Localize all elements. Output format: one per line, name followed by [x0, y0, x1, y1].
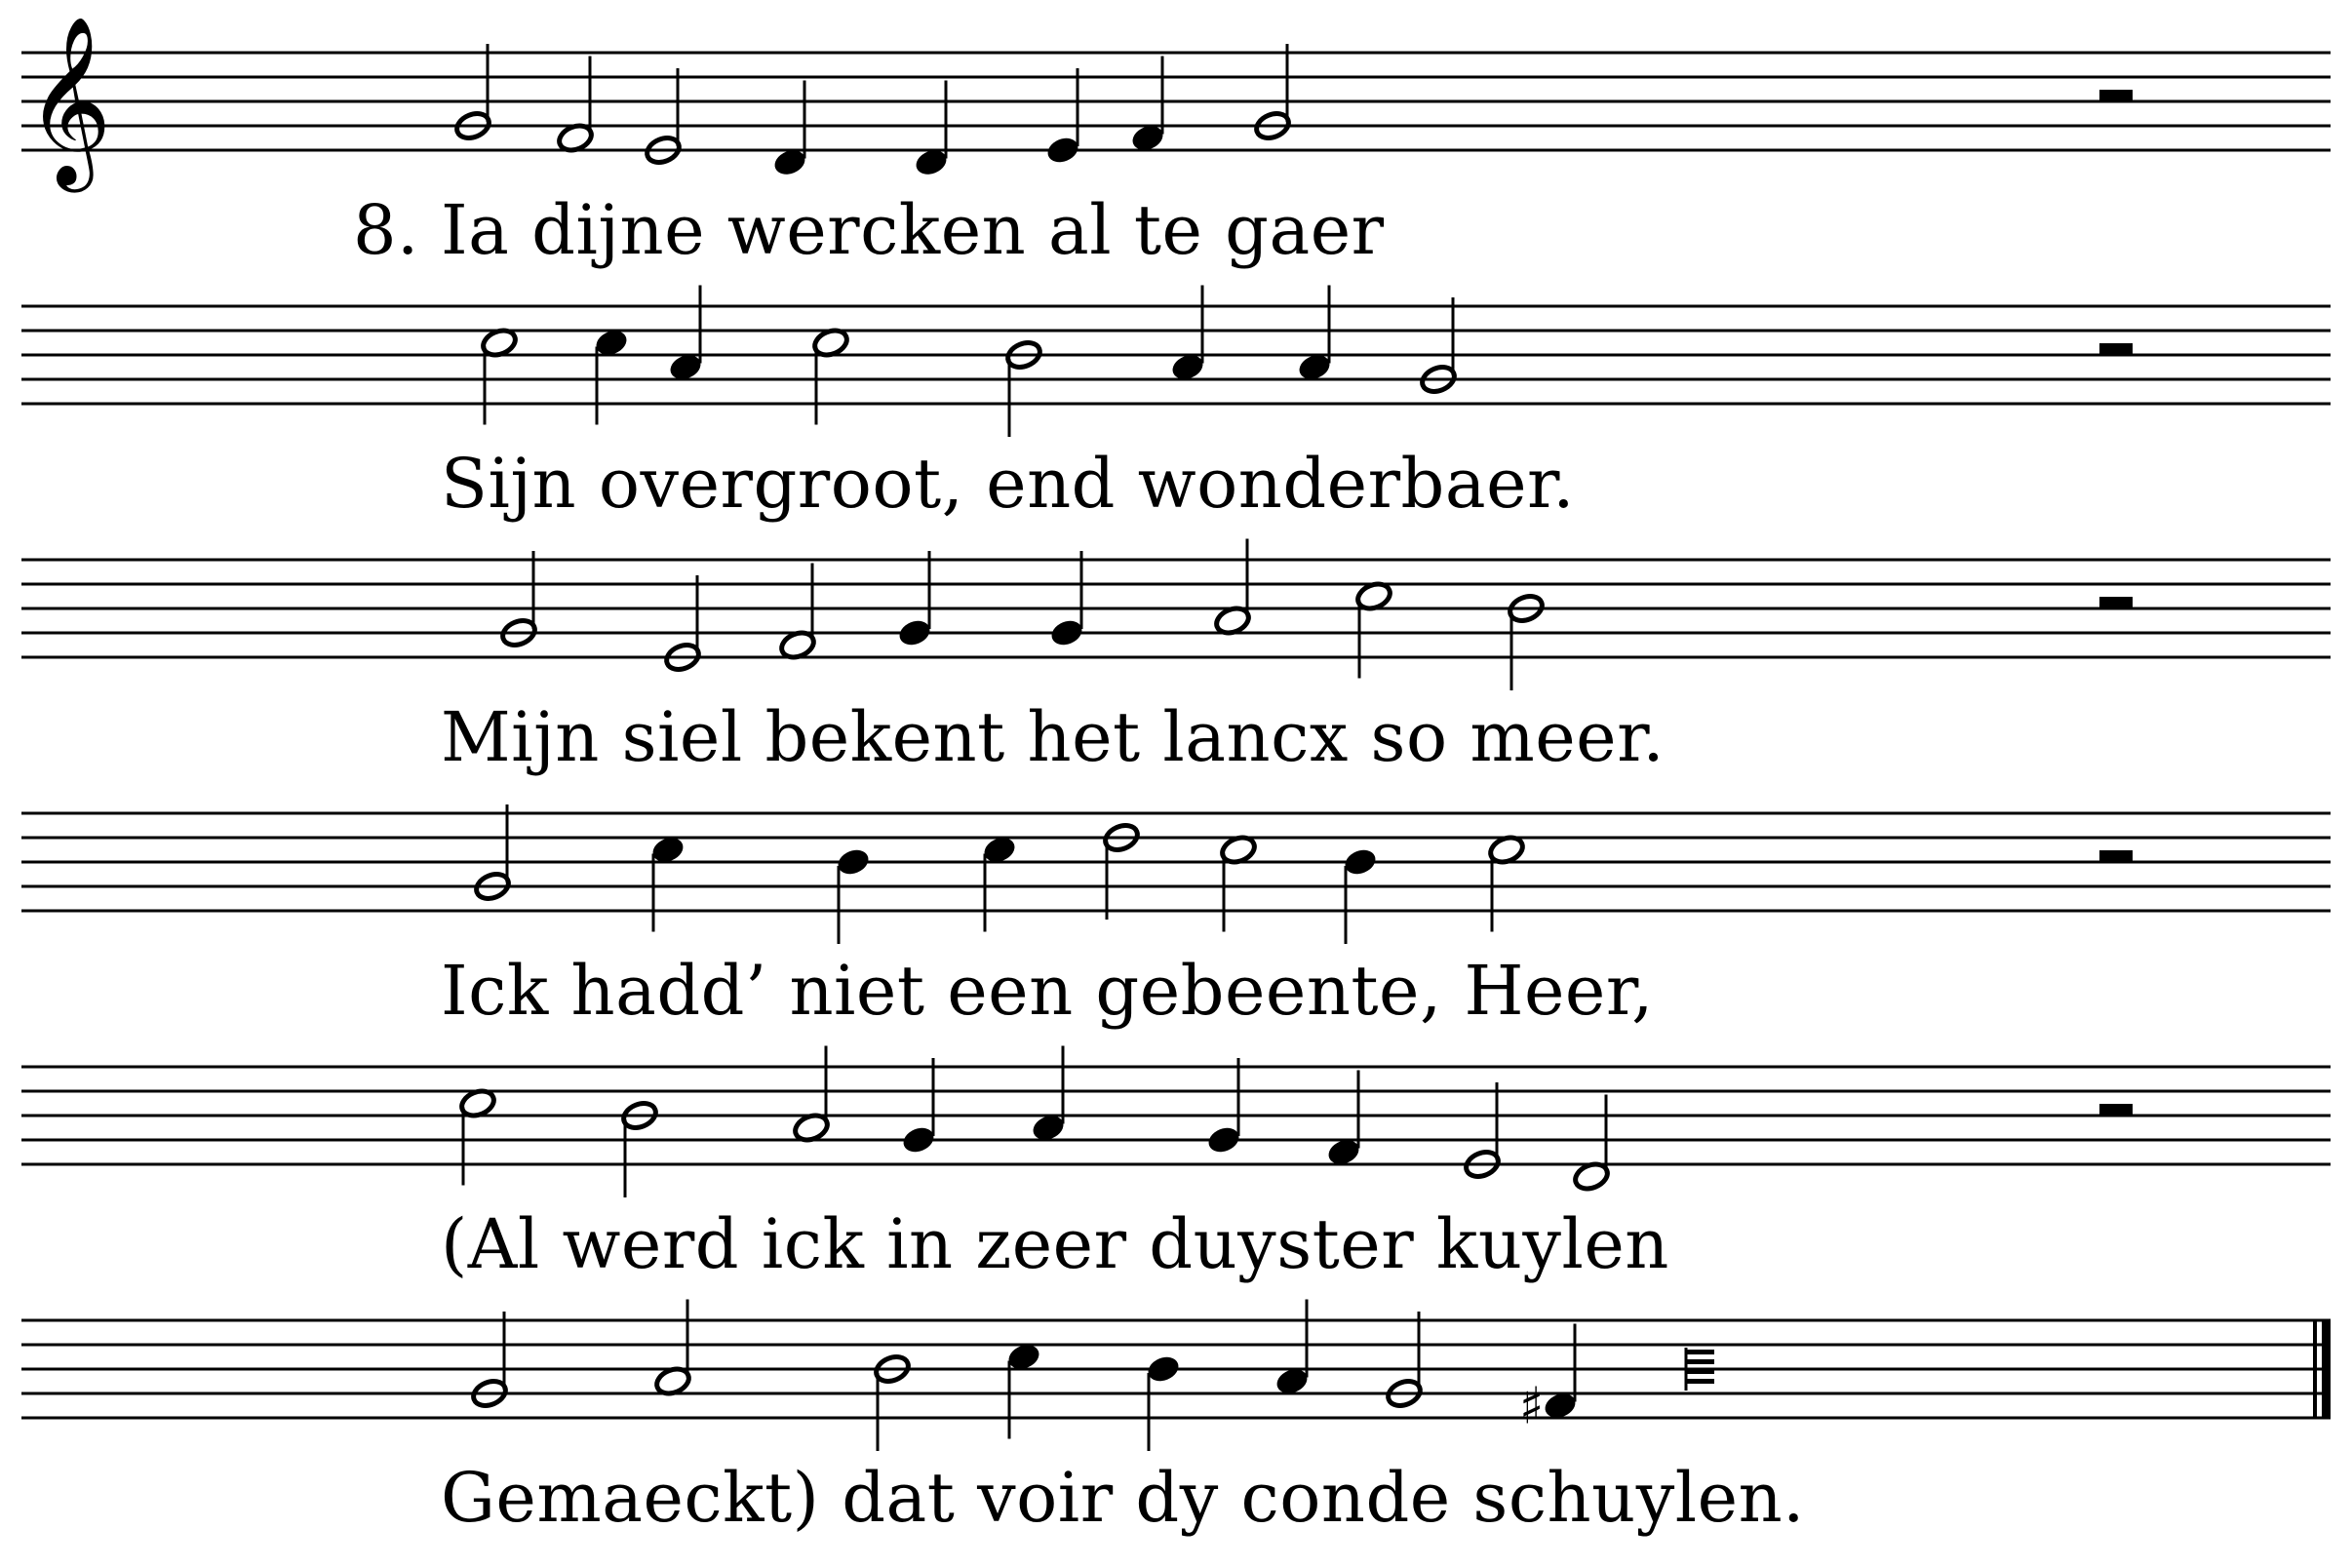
lyric-line-5: (Al werd ick in zeer duyster kuylen	[441, 1204, 1669, 1284]
treble-clef-icon: 𝄞	[25, 16, 112, 185]
lyric-line-4: Ick hadd’ niet een gebeente, Heer,	[441, 951, 1654, 1031]
verse-number: 8.	[353, 190, 419, 270]
lyric-line-3: Mijn siel bekent het lancx so meer.	[441, 697, 1666, 777]
lyric-line-6: Gemaeckt) dat voir dy conde schuylen.	[441, 1458, 1805, 1538]
lyric-line-2: Sijn overgroot, end wonderbaer.	[441, 444, 1576, 524]
sharp-icon: ♯	[1519, 1377, 1545, 1436]
lyric-line-1: Ia dijne wercken al te gaer	[441, 190, 1385, 270]
